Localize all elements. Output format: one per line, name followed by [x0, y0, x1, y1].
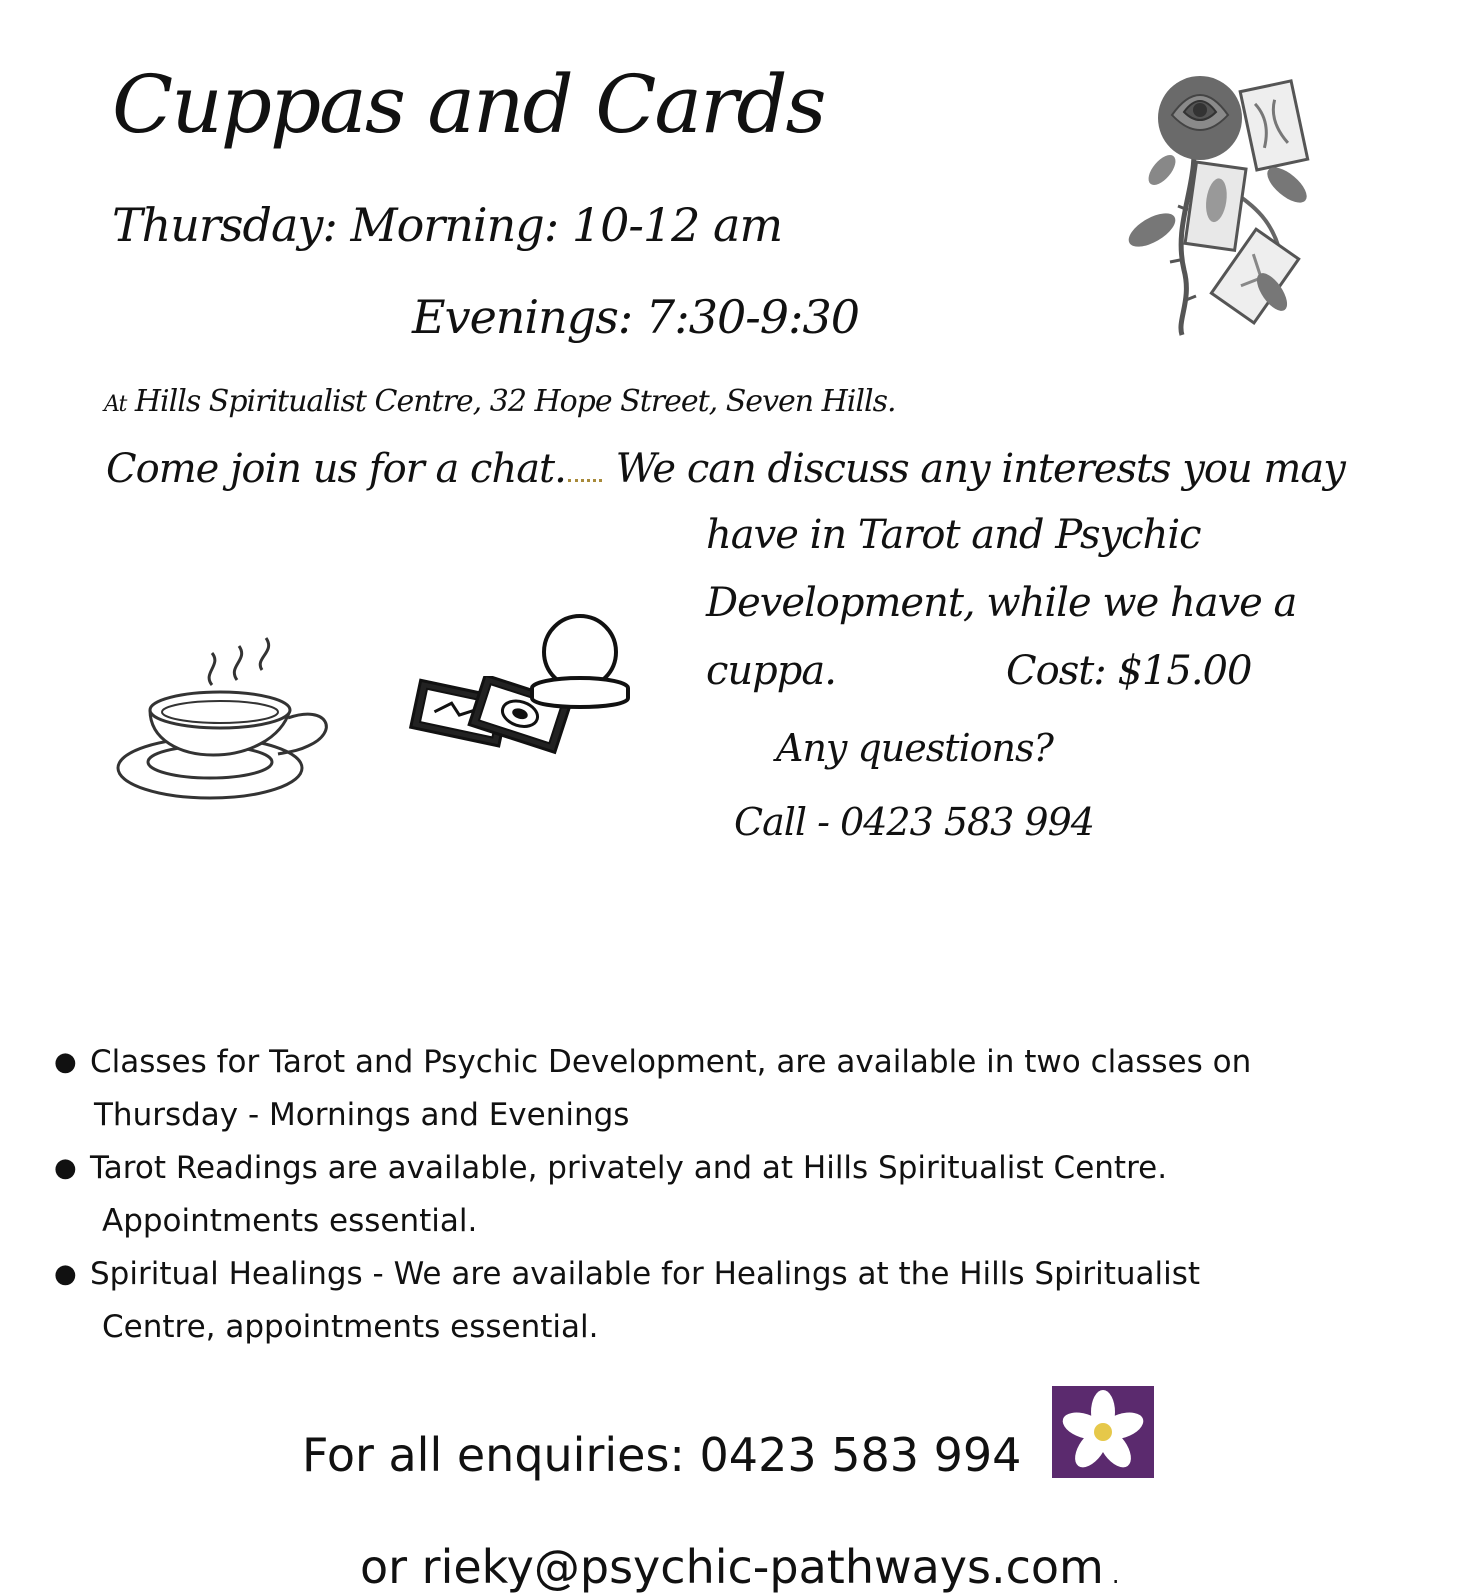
list-item: ● Tarot Readings are available, privately and at Hills Spiritualist Centre. Appointments essential. [48, 1142, 1428, 1248]
address-prefix: At [104, 392, 127, 417]
questions-text: Any questions? [776, 726, 1053, 770]
schedule-morning: Thursday: Morning: 10-12 am [112, 198, 783, 252]
schedule-evening: Evenings: 7:30-9:30 [412, 290, 860, 344]
cost-label: Cost: $15.00 [1006, 648, 1252, 694]
address-line [104, 384, 896, 419]
email-line [360, 1540, 1119, 1594]
bullet-icon: ● [54, 1047, 77, 1077]
intro-part1: Come join us for a chat. [106, 446, 566, 492]
rose-with-tarot-cards-icon [1122, 60, 1322, 340]
address-text: Hills Spiritualist Centre, 32 Hope Street, Seven Hills. [134, 384, 896, 419]
bullet-icon: ● [54, 1153, 77, 1183]
email-trailing: . [1111, 1561, 1120, 1589]
teacup-icon [112, 630, 342, 810]
psychic-pathways-logo-icon [1052, 1386, 1154, 1478]
body-line-2: Development, while we have a [706, 580, 1297, 626]
dotted-underline [568, 479, 602, 482]
crystal-ball-icon [518, 614, 648, 714]
services-list [48, 1036, 1428, 1354]
list-item: ● Classes for Tarot and Psychic Development, are available in two classes on Thursday - Mornings and Evenings [48, 1036, 1428, 1142]
intro-part2: We can discuss any interests you may [615, 446, 1345, 492]
body-line-3-text: cuppa. [706, 648, 836, 694]
flyer-title: Cuppas and Cards [112, 58, 825, 151]
enquiries-line: For all enquiries: 0423 583 994 [302, 1428, 1022, 1482]
call-text: Call - 0423 583 994 [734, 800, 1094, 844]
list-item: ● Spiritual Healings - We are available for Healings at the Hills Spiritualist Centre, appointments essential. [48, 1248, 1428, 1354]
body-line-3 [706, 648, 1252, 694]
body-line-1: have in Tarot and Psychic [706, 512, 1201, 558]
intro-line [106, 446, 1345, 492]
email-link[interactable]: or rieky@psychic-pathways.com [360, 1540, 1104, 1594]
bullet-icon: ● [54, 1259, 77, 1289]
